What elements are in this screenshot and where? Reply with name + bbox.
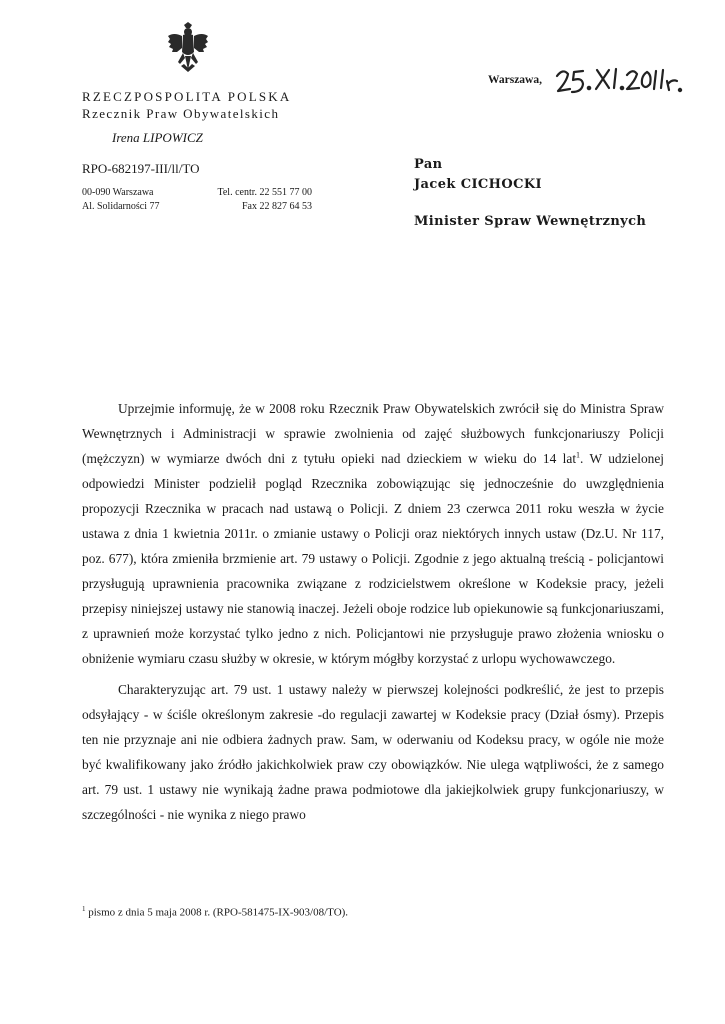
letter-body bbox=[82, 396, 664, 833]
recipient-salutation: Pan bbox=[414, 157, 443, 172]
footnote bbox=[82, 905, 348, 919]
sender-office: Rzecznik Praw Obywatelskich bbox=[82, 106, 280, 121]
address-line-2: Al. Solidarności 77 bbox=[82, 201, 160, 212]
place-label: Warszawa, bbox=[488, 74, 542, 86]
recipient-title: Minister Spraw Wewnętrznych bbox=[414, 214, 647, 229]
handwritten-date bbox=[553, 64, 683, 100]
sender-country: RZECZPOSPOLITA POLSKA bbox=[82, 89, 292, 104]
polish-eagle-emblem-icon bbox=[166, 22, 210, 74]
footnote-mark: 1 bbox=[82, 905, 86, 913]
recipient-block bbox=[414, 155, 646, 232]
footnote-text: pismo z dnia 5 maja 2008 r. (RPO-581475-IX-903/08/TO). bbox=[85, 906, 349, 919]
recipient-name: Jacek CICHOCKI bbox=[414, 177, 543, 192]
sender-person: Irena LIPOWICZ bbox=[112, 130, 203, 145]
paragraph-1-text: Uprzejmie informuję, że w 2008 roku Rzecznik Praw Obywatelskich zwrócił się do Ministra Spraw Wewnętrznych i Administracji w sprawie zwolnienia od zajęć służbowych funkcjonariuszy Policji (mężczyzn) w wymiarze dwóch dni z tytułu opieki nad dzieckiem w wieku do 14 lat bbox=[82, 401, 664, 466]
sender-address bbox=[82, 186, 312, 214]
reference-number: RPO-682197-III/ll/TO bbox=[82, 161, 200, 176]
sender-block bbox=[82, 88, 312, 146]
body-paragraph-1 bbox=[82, 396, 664, 671]
address-line-1: 00-090 Warszawa bbox=[82, 187, 154, 198]
fax-number: Fax 22 827 64 53 bbox=[242, 201, 312, 212]
paragraph-1-continuation: . W udzielonej odpowiedzi Minister podzielił pogląd Rzecznika zobowiązując się jednocześnie do uwzględnienia propozycji Rzecznika w pracach nad ustawą o Policji. Z dniem 23 czerwca 2011 roku weszła w życie ustawa z dnia 1 kwietnia 2011r. o zmianie ustawy o Policji oraz niektórych innych ustaw (Dz.U. Nr 117, poz. 677), która zmieniła brzmienie art. 79 ustawy o Policji. Zgodnie z jego aktualną treścią - policjantowi przysługują uprawnienia pracownika związane z rodzicielstwem określone w Kodeksie pracy, jeżeli przepisy niniejszej ustawy nie stanowią inaczej. Jeżeli oboje rodzice lub opiekunowie są funkcjonariuszami, z uprawnień może korzystać tylko jedno z nich. Policjantowi nie przysługuje prawo złożenia wniosku o obniżenie wymiaru czasu służby w okresie, w którym mógłby korzystać z urlopu wychowawczego. bbox=[82, 451, 664, 666]
footnote-reference: 1 bbox=[576, 450, 581, 460]
phone-number: Tel. centr. 22 551 77 00 bbox=[217, 187, 312, 198]
body-paragraph-2: Charakteryzując art. 79 ust. 1 ustawy należy w pierwszej kolejności podkreślić, że jest to przepis odsyłający - w ściśle określonym zakresie -do regulacji zawartej w Kodeksie pracy (Dział ósmy). Przepis ten nie przyznaje ani nie odbiera żadnych praw. Sam, w oderwaniu od Kodeksu pracy, w ogóle nie może być kwalifikowany jako źródło jakichkolwiek praw czy obowiązków. Nie ulega wątpliwości, że z samego art. 79 ust. 1 ustawy nie wynikają żadne prawa podmiotowe dla jakiejkolwiek grupy funkcjonariuszy, w szczególności - nie wynika z niego prawo bbox=[82, 682, 664, 822]
